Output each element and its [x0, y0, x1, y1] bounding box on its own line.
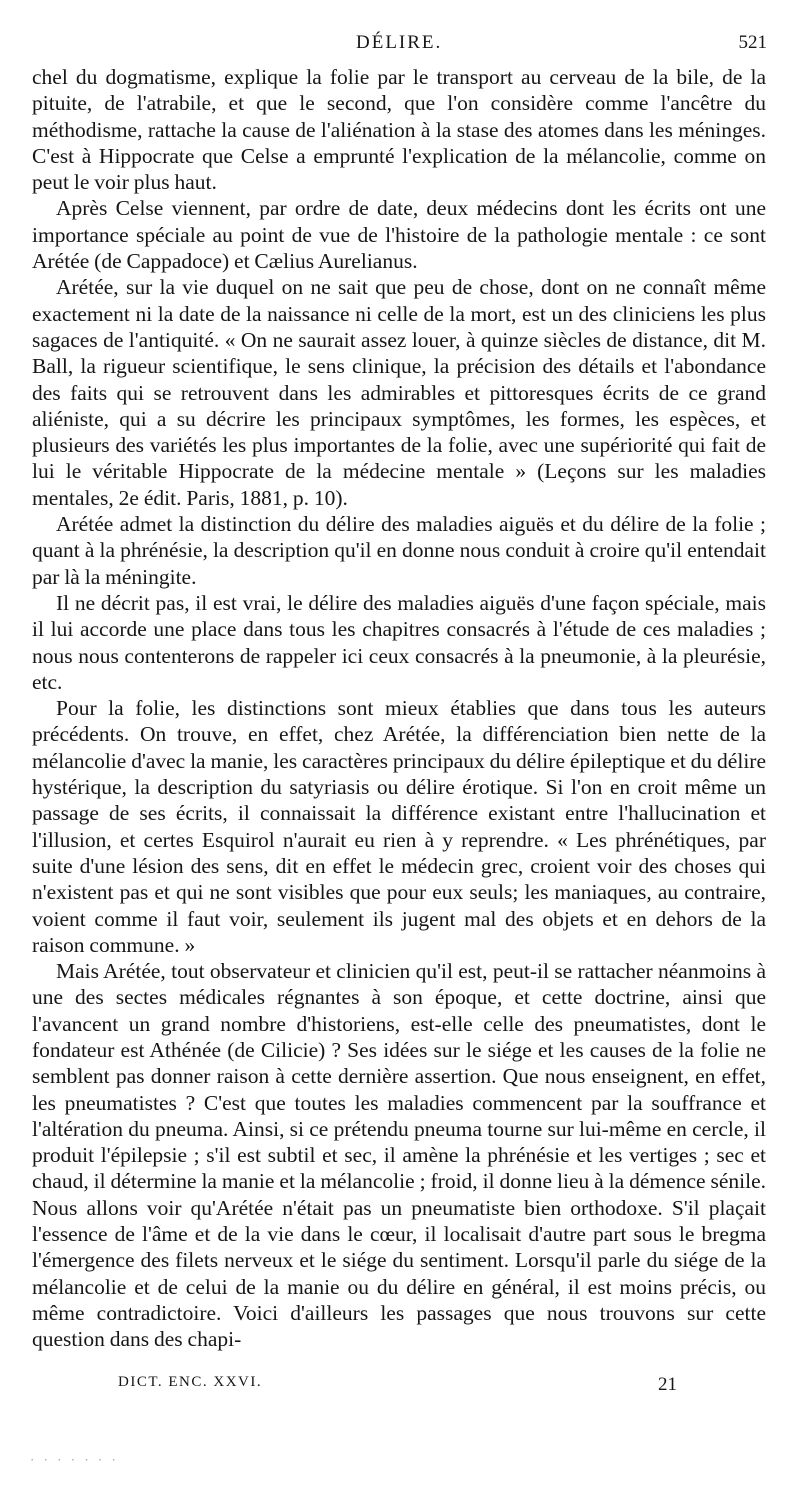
signature-mark: DICT. ENC. XXVI. — [118, 1374, 263, 1390]
body-text — [32, 64, 766, 1353]
scan-specks: · · · · · · · — [30, 1452, 119, 1467]
page-footer — [0, 1372, 800, 1402]
paragraph: Il ne décrit pas, il est vrai, le délire des maladies aiguës d'une façon spéciale, mais il lui accorde une place dans tous les chapitres consacrés à l'étude de ces maladies ; nous nous contenterons de rappeler ici ceux consacrés à la pneumonie, à la pleurésie, etc. — [32, 590, 766, 694]
paragraph: Arétée, sur la vie duquel on ne sait que peu de chose, dont on ne connaît même exactement ni la date de la naissance ni celle de la mort, est un des cliniciens les plus sagaces de l'antiquité. « On ne saurait assez louer, à quinze siècles de distance, dit M. Ball, la rigueur scientifique, le sens clinique, la précision des détails et l'abondance des faits qui se retrouvent dans les admirables et pittoresques écrits de ce grand aliéniste, qui a su décrire les principaux symptômes, les formes, les espèces, et plusieurs des variétés les plus importantes de la folie, avec une supériorité qui fait de lui le véritable Hippocrate de la médecine mentale » (Leçons sur les maladies mentales, 2e édit. Paris, 1881, p. 10). — [32, 275, 766, 510]
paragraph: Pour la folie, les distinctions sont mieux établies que dans tous les auteurs précédents. On trouve, en effet, chez Arétée, la différenciation bien nette de la mélancolie d'avec la manie, les caractères principaux du délire épileptique et du délire hystérique, la description du satyriasis ou délire érotique. Si l'on en croit même un passage de ses écrits, il connaissait la différence existant entre l'hallucination et l'illusion, et certes Esquirol n'aurait eu rien à y reprendre. « Les phrénétiques, par suite d'une lésion des sens, dit en effet le médecin grec, croient voir des choses qui n'existent pas et qui ne sont visibles que pour eux seuls; les maniaques, au contraire, voient comme il faut voir, seulement ils jugent mal des objets et en dehors de la raison commune. » — [32, 696, 766, 957]
running-title: DÉLIRE. — [356, 32, 443, 53]
page-header — [0, 30, 800, 60]
signature-number: 21 — [658, 1374, 677, 1395]
paragraph: Mais Arétée, tout observateur et clinicien qu'il est, peut-il se rattacher néanmoins à une des sectes médicales régnantes à son époque, et cette doctrine, ainsi que l'avancent un grand nombre d'historiens, est-elle celle des pneumatistes, dont le fondateur est Athénée (de Cilicie) ? Ses idées sur le siége et les causes de la folie ne semblent pas donner raison à cette dernière assertion. Que nous enseignent, en effet, les pneumatistes ? C'est que toutes les maladies commencent par la souffrance et l'altération du pneuma. Ainsi, si ce prétendu pneuma tourne sur lui-même en cercle, il produit l'épilepsie ; s'il est subtil et sec, il amène la phrénésie et les vertiges ; sec et chaud, il détermine la manie et la mélancolie ; froid, il donne lieu à la démence sénile. Nous allons voir qu'Arétée n'était pas un pneumatiste bien orthodoxe. S'il plaçait l'essence de l'âme et de la vie dans le cœur, il localisait d'autre part sous le bregma l'émergence des filets nerveux et le siége du sentiment. Lorsqu'il parle du siége de la mélancolie et de celui de la manie ou du délire en général, il est moins précis, ou même contradictoire. Voici d'ailleurs les passages que nous trouvons sur cette question dans des chapi- — [32, 959, 766, 1352]
paragraph: Après Celse viennent, par ordre de date, deux médecins dont les écrits ont une importance spéciale au point de vue de l'histoire de la pathologie mentale : ce sont Arétée (de Cappadoce) et Cælius Aurelianus. — [32, 196, 766, 274]
page-number: 521 — [738, 32, 767, 53]
paragraph: Arétée admet la distinction du délire des maladies aiguës et du délire de la folie ; quant à la phrénésie, la description qu'il en donne nous conduit à croire qu'il entendait par là la méningite. — [32, 512, 766, 589]
paragraph: chel du dogmatisme, explique la folie par le transport au cerveau de la bile, de la pituite, de l'atrabile, et que le second, que l'on considère comme l'ancêtre du méthodisme, rattache la cause de l'aliénation à la stase des atomes dans les méninges. C'est à Hippocrate que Celse a emprunté l'explication de la mélancolie, comme on peut le voir plus haut. — [32, 65, 766, 195]
